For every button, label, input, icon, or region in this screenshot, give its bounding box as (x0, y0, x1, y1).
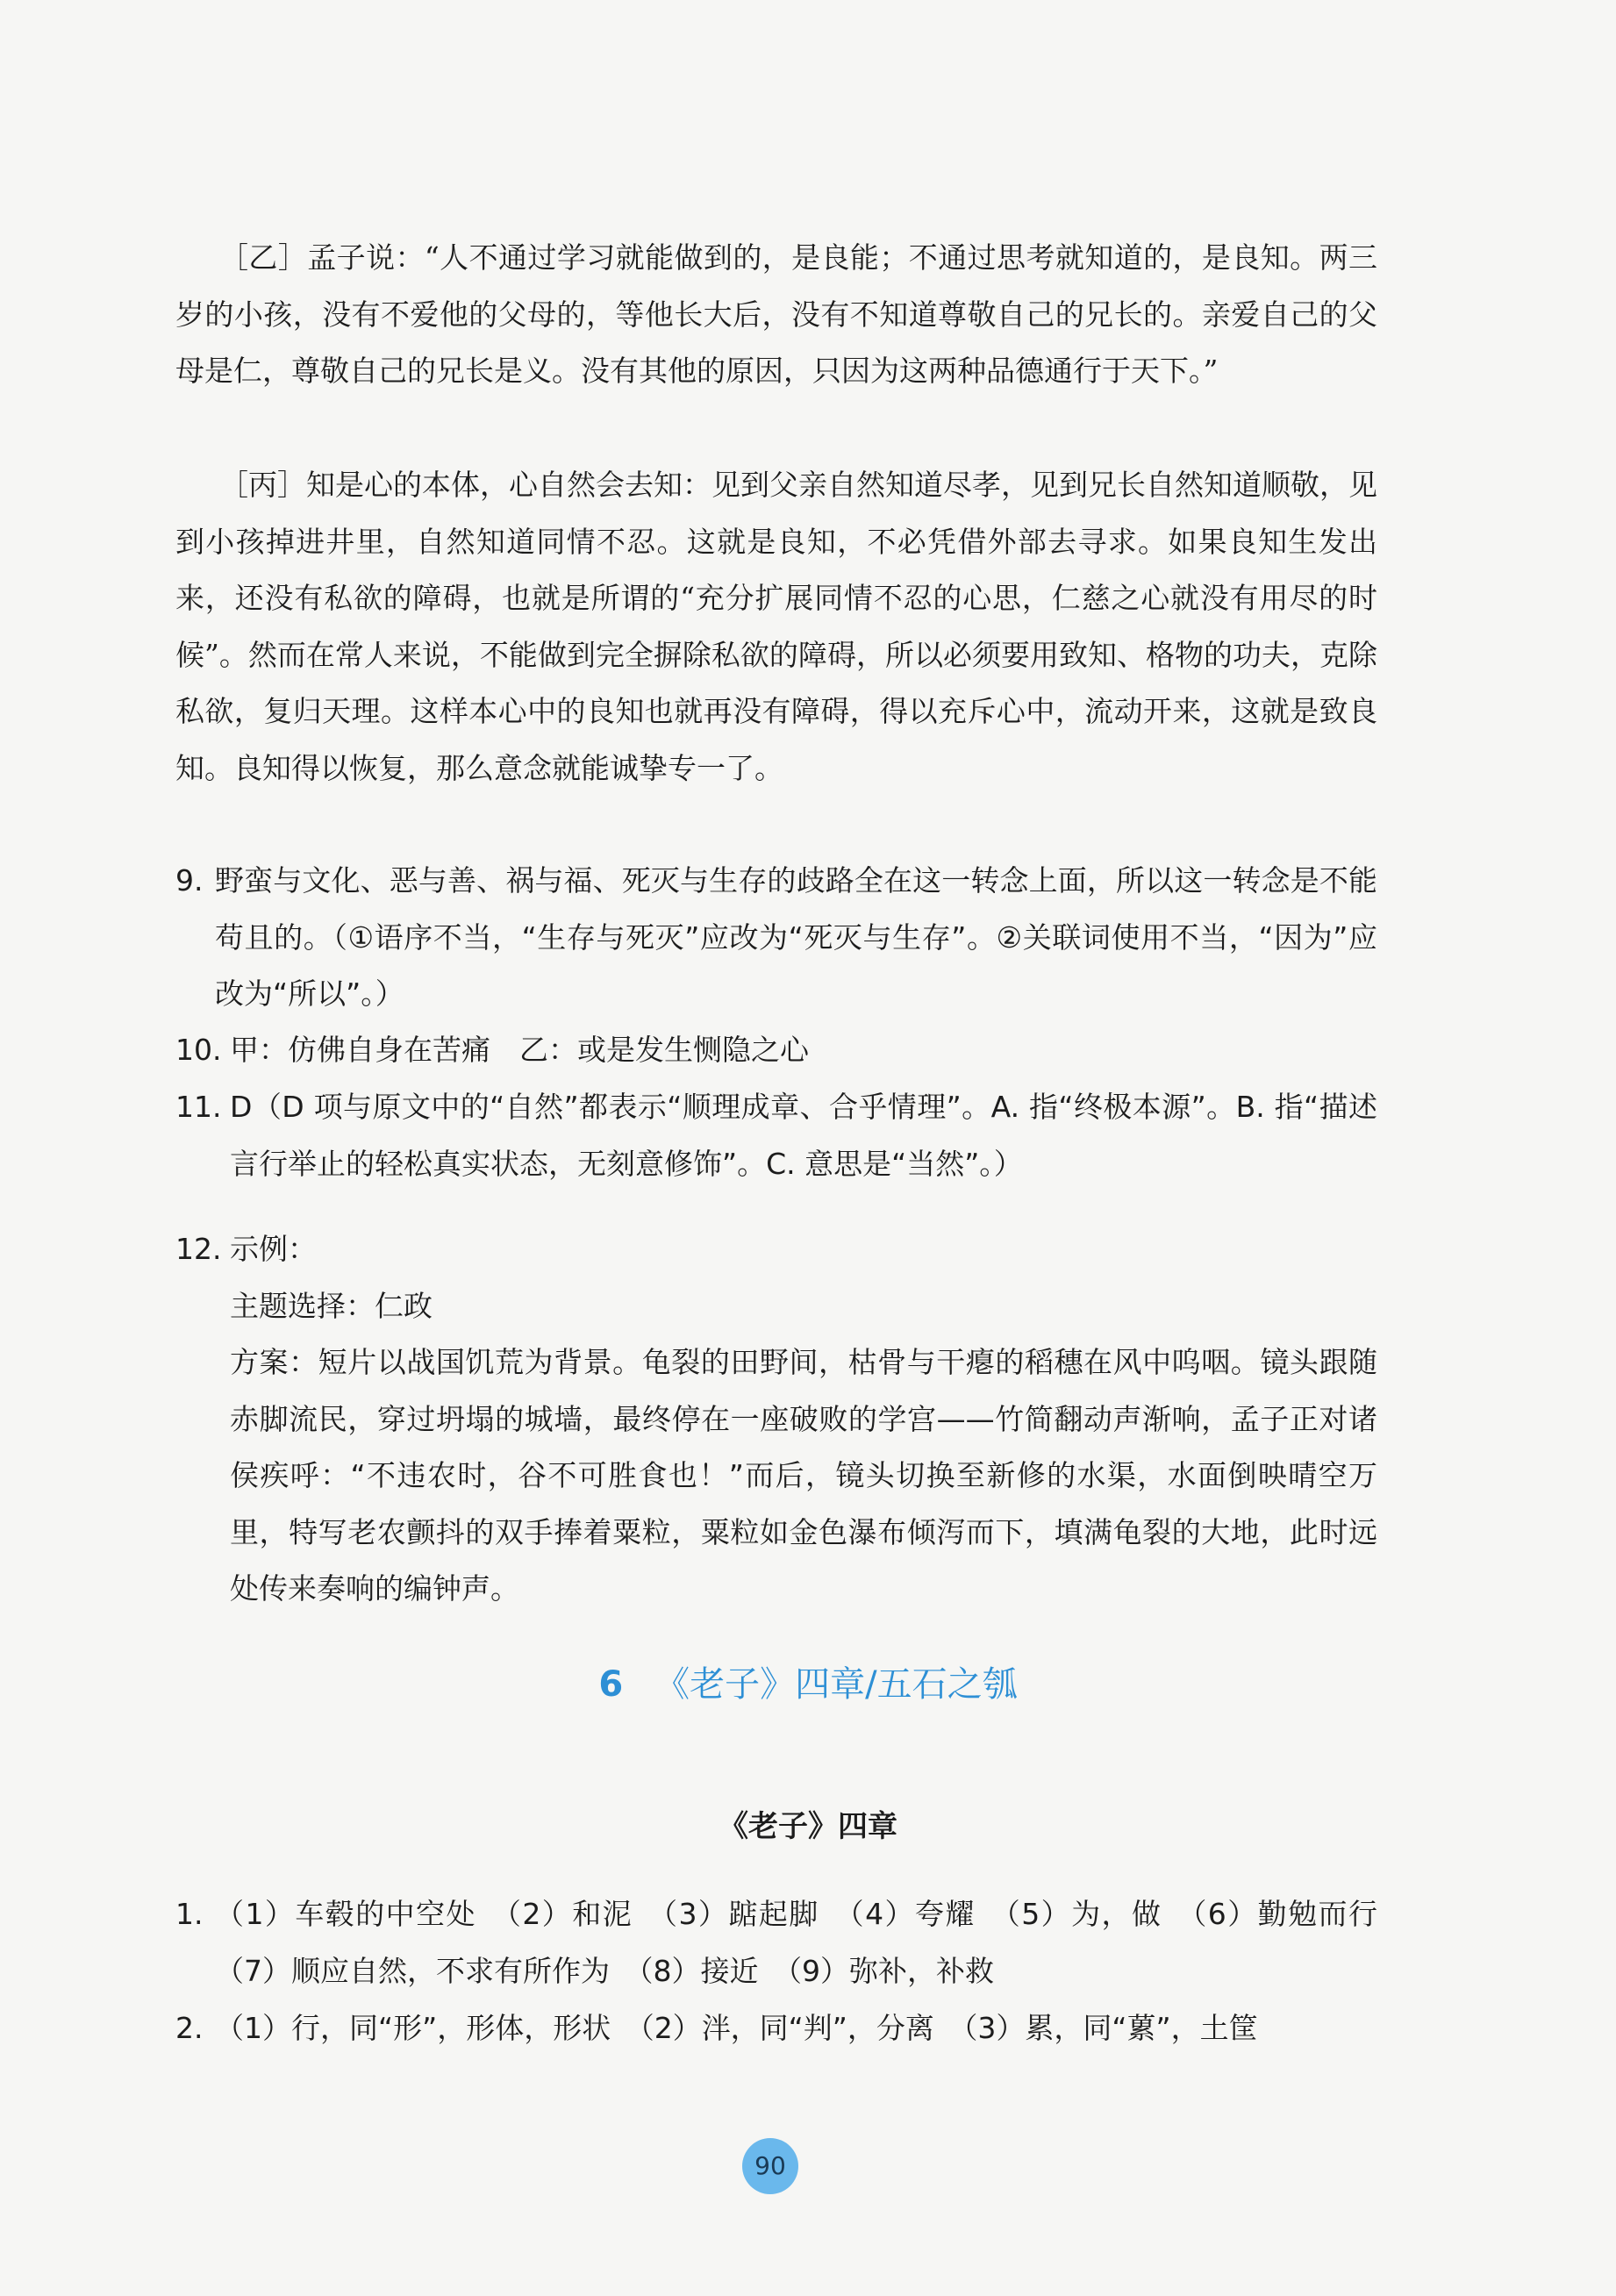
q10-answer: 甲：仿佛自身在苦痛 乙：或是发生恻隐之心 (230, 1033, 809, 1067)
laozi-q2-answer: （1）行，同“形”，形体，形状 （2）泮，同“判”，分离 （3）累，同“蔂”，土筐 (215, 2011, 1258, 2045)
passage-yi: ［乙］孟子说：“人不通过学习就能做到的，是良能；不通过思考就知道的，是良知。两三岁的小孩，没有不爱他的父母的，等他长大后，没有不知道尊敬自己的兄长的。亲爱自己的父母是仁，尊敬自己的兄长是义。没有其他的原因，只因为这两种品德通行于天下。” (175, 240, 1377, 388)
page-number-badge: 90 (742, 2138, 798, 2194)
subsection-title: 《老子》四章 (719, 1809, 897, 1844)
laozi-q1-answer: （1）车毂的中空处 （2）和泥 （3）踮起脚 （4）夸耀 （5）为，做 （6）勤勉而行 （7）顺应自然，不求有所作为 （8）接近 （9）弥补，补救 (215, 1897, 1406, 1988)
q9-number: 9. (175, 863, 204, 898)
q12-theme: 主题选择：仁政 (230, 1289, 433, 1323)
q9-answer: 野蛮与文化、恶与善、祸与福、死灭与生存的歧路全在这一转念上面，所以这一转念是不能苟且的。（①语序不当，“生存与死灭”应改为“死灭与生存”。②关联词使用不当，“因为”应改为“所以”。） (215, 863, 1377, 1011)
q12-number: 12. (175, 1232, 222, 1266)
passage-bing: ［丙］知是心的本体，心自然会去知：见到父亲自然知道尽孝，见到兄长自然知道顺敬，见到小孩掉进井里，自然知道同情不忍。这就是良知，不必凭借外部去寻求。如果良知生发出来，还没有私欲的障碍，也就是所谓的“充分扩展同情不忍的心思，仁慈之心就没有用尽的时候”。然而在常人来说，不能做到完全摒除私欲的障碍，所以必须要用致知、格物的功夫，克除私欲，复归天理。这样本心中的良知也就再没有障碍，得以充斥心中，流动开来，这就是致良知。良知得以恢复，那么意念就能诚挚专一了。 (175, 468, 1377, 785)
section-number: 6 (598, 1664, 624, 1705)
laozi-q1-number: 1. (175, 1897, 204, 1931)
q11-number: 11. (175, 1090, 222, 1124)
q12-plan: 方案：短片以战国饥荒为背景。龟裂的田野间，枯骨与干瘪的稻穗在风中呜咽。镜头跟随赤脚流民，穿过坍塌的城墙，最终停在一座破败的学宫——竹简翻动声渐响，孟子正对诸侯疾呼：“不违农时，谷不可胜食也！”而后，镜头切换至新修的水渠，水面倒映晴空万里，特写老农颤抖的双手捧着粟粒，粟粒如金色瀑布倾泻而下，填满龟裂的大地，此时远处传来奏响的编钟声。 (230, 1345, 1377, 1606)
laozi-q2-number: 2. (175, 2011, 204, 2045)
q11-answer: D（D 项与原文中的“自然”都表示“顺理成章、合乎情理”。A. 指“终极本源”。B. 指“描述言行举止的轻松真实状态，无刻意修饰”。C. 意思是“当然”。） (230, 1090, 1377, 1181)
section-title (0, 1663, 1616, 1706)
section-title-text: 《老子》四章/五石之瓠 (654, 1664, 1018, 1705)
q10-number: 10. (175, 1033, 222, 1067)
q12-label: 示例： (230, 1232, 317, 1266)
